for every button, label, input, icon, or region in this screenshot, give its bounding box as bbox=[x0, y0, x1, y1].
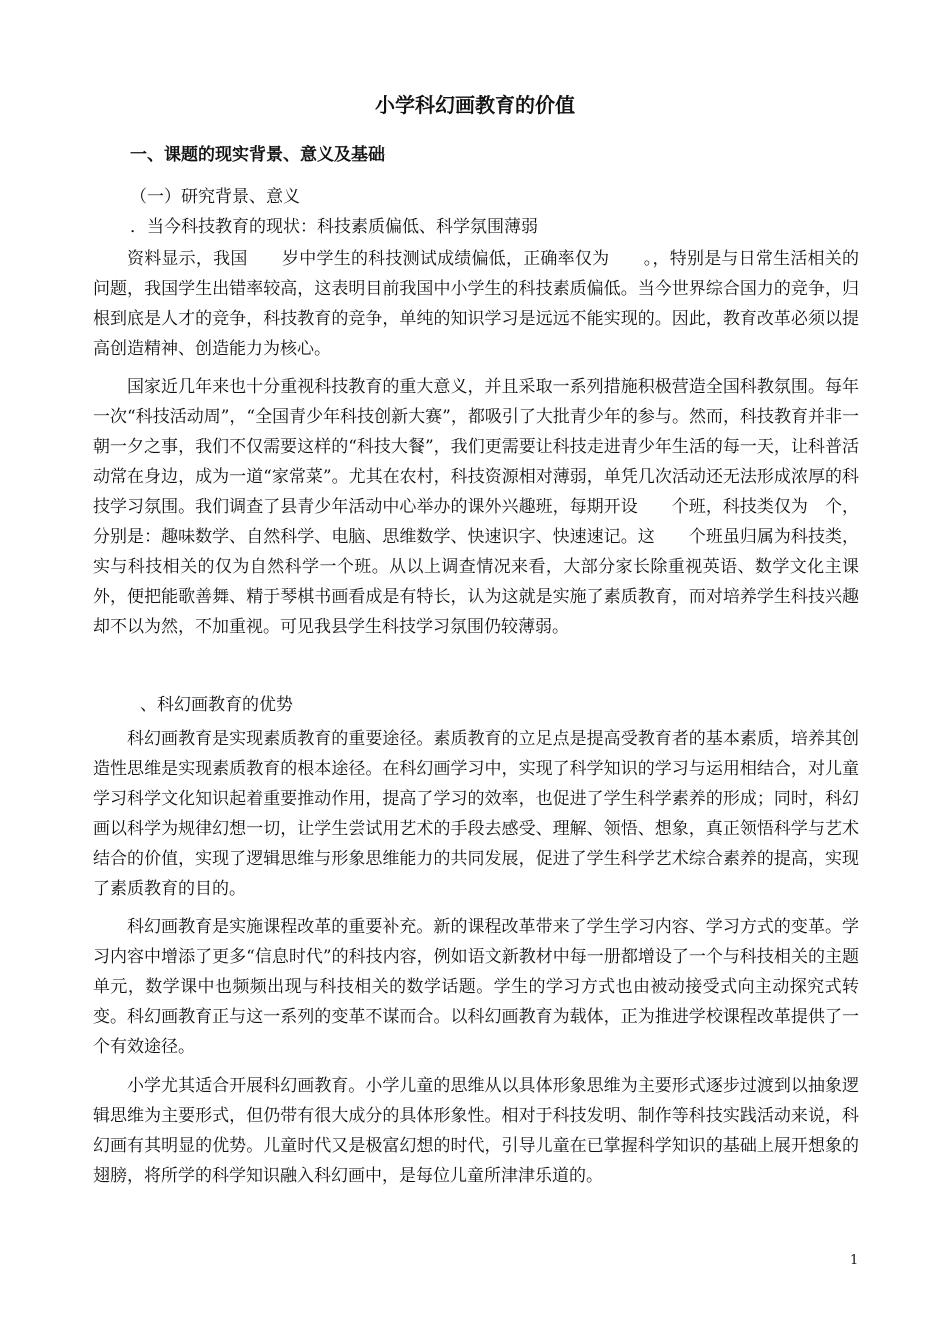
paragraph-3: 科幻画教育是实现素质教育的重要途径。素质教育的立足点是提高受教育者的基本素质，培养其创造性思维是实现素质教育的根本途径。在科幻画学习中，实现了科学知识的学习与运用相结合，对儿童学习科学文化知识起着重要推动作用，提高了学习的效率，也促进了学生科学素养的形成；同时，科幻画以科学为规律幻想一切，让学生尝试用艺术的手段去感受、理解、领悟、想象，真正领悟科学与艺术结合的价值，实现了逻辑思维与形象思维能力的共同发展，促进了学生科学艺术综合素养的提高，实现了素质教育的目的。 bbox=[93, 729, 859, 899]
item-heading-1: ．当今科技教育的现状：科技素质偏低、科学氛围薄弱 bbox=[130, 217, 538, 237]
document-title: 小学科幻画教育的价值 bbox=[375, 93, 575, 117]
paragraph-5: 小学尤其适合开展科幻画教育。小学儿童的思维从以具体形象思维为主要形式逐步过渡到以抽象逻辑思维为主要形式，但仍带有很大成分的具体形象性。相对于科技发明、制作等科技实践活动来说，科幻画有其明显的优势。儿童时代又是极富幻想的时代，引导儿童在已掌握科学知识的基础上展开想象的翅膀，将所学的科学知识融入科幻画中，是每位儿童所津津乐道的。 bbox=[93, 1076, 859, 1186]
subsection-heading: （一）研究背景、意义 bbox=[130, 187, 300, 207]
item-heading-2: 、科幻画教育的优势 bbox=[140, 695, 293, 715]
paragraph-1: 资料显示，我国 岁中学生的科技测试成绩偏低，正确率仅为 。，特别是与日常生活相关的问题，我国学生出错率较高，这表明目前我国中小学生的科技素质偏低。当今世界综合国力的竞争，归根到底是人才的竞争，科技教育的竞争，单纯的知识学习是远远不能实现的。因此，教育改革必须以提高创造精神、创造能力为核心。 bbox=[93, 249, 859, 359]
paragraph-2: 国家近几年来也十分重视科技教育的重大意义，并且采取一系列措施积极营造全国科教氛围。每年一次“科技活动周”，“全国青少年科技创新大赛”，都吸引了大批青少年的参与。然而，科技教育并非一朝一夕之事，我们不仅需要这样的“科技大餐”，我们更需要让科技走进青少年生活的每一天，让科普活动常在身边，成为一道“家常菜”。尤其在农村，科技资源相对薄弱，单凭几次活动还无法形成浓厚的科技学习氛围。我们调查了县青少年活动中心举办的课外兴趣班，每期开设 个班，科技类仅为 个，分别是：趣味数学、自然科学、电脑、思维数学、快速识字、快速速记。这 个班虽归属为科技类，实与科技相关的仅为自然科学一个班。从以上调查情况来看，大部分家长除重视英语、数学文化主课外，便把能歌善舞、精于琴棋书画看成是有特长，认为这就是实施了素质教育，而对培养学生科技兴趣却不以为然，不加重视。可见我县学生科技学习氛围仍较薄弱。 bbox=[93, 377, 859, 637]
page-number: 1 bbox=[850, 1253, 859, 1268]
section-heading: 一、课题的现实背景、意义及基础 bbox=[130, 145, 385, 165]
paragraph-4: 科幻画教育是实施课程改革的重要补充。新的课程改革带来了学生学习内容、学习方式的变革。学习内容中增添了更多“信息时代”的科技内容，例如语文新教材中每一册都增设了一个与科技相关的主题单元，数学课中也频频出现与科技相关的数学话题。学生的学习方式也由被动接受式向主动探究式转变。科幻画教育正与这一系列的变革不谋而合。以科幻画教育为载体，正为推进学校课程改革提供了一个有效途径。 bbox=[93, 917, 859, 1057]
